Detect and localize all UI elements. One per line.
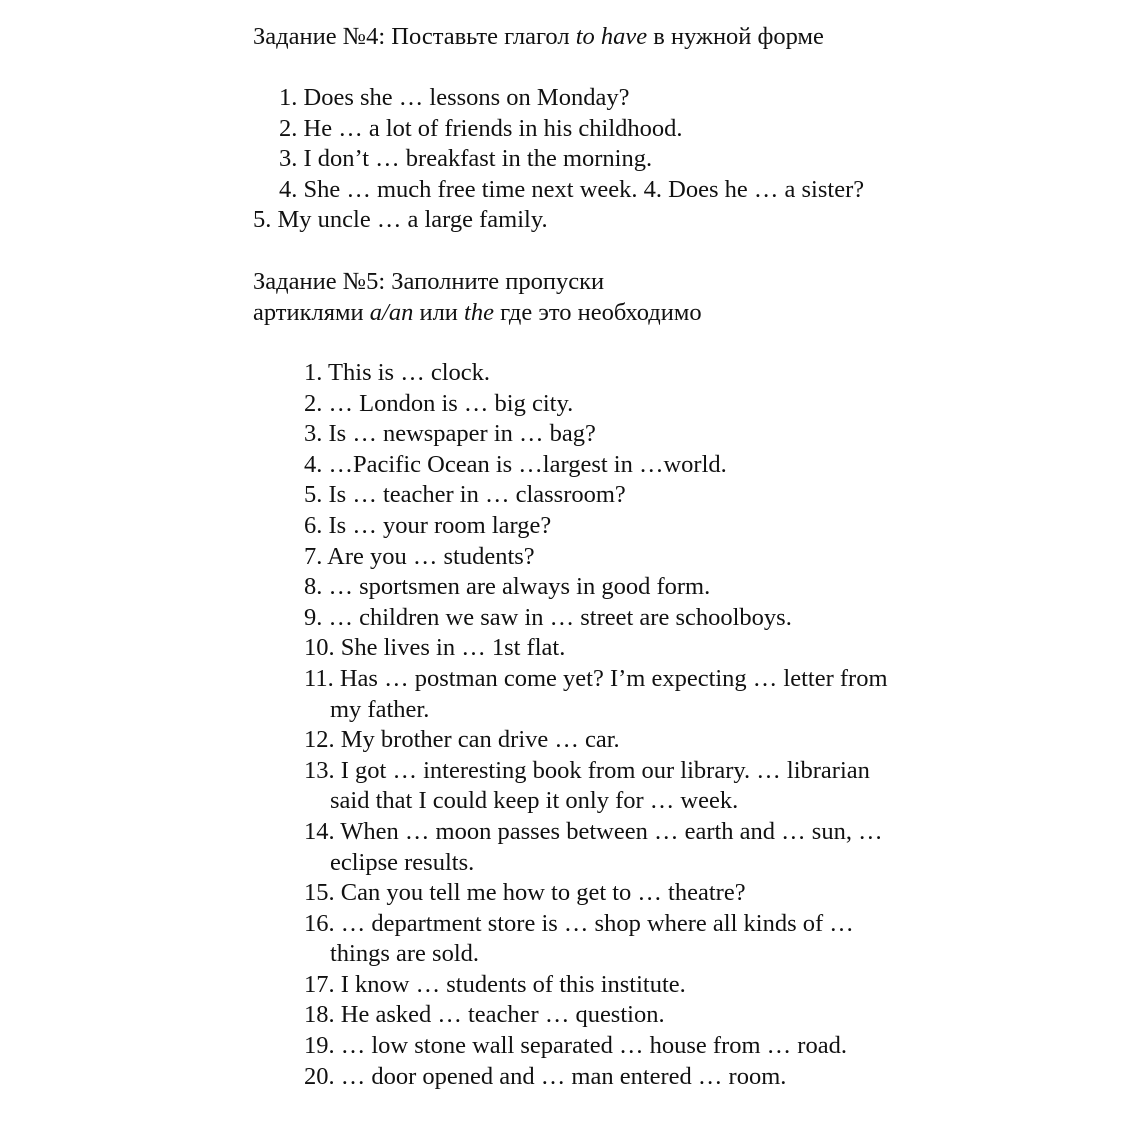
exercise-5-item: 12. My brother can drive … car. — [304, 726, 620, 754]
exercise-5-item-continuation: my father. — [330, 695, 430, 723]
exercise-4-title-prefix: Задание №4: Поставьте глагол — [253, 23, 576, 50]
exercise-5-item: 15. Can you tell me how to get to … theatre? — [304, 879, 746, 907]
exercise-5-item-continuation: eclipse results. — [330, 848, 475, 876]
exercise-4-list — [279, 83, 864, 205]
exercise-5-item: 18. He asked … teacher … question. — [304, 1001, 665, 1029]
exercise-4-title-italic: to have — [575, 23, 648, 50]
exercise-5-item: 2. … London is … big city. — [304, 389, 574, 417]
exercise-5-item: 16. … department store is … shop where all kinds of … — [304, 909, 854, 937]
exercise-5-item: 3. Is … newspaper in … bag? — [304, 420, 596, 448]
exercise-5-title-line-1: Задание №5: Заполните пропуски — [253, 268, 605, 295]
exercise-4-item: 4. She … much free time next week. 4. Does he … a sister? — [279, 175, 865, 203]
exercise-4-item: 3. I don’t … breakfast in the morning. — [279, 145, 653, 173]
exercise-5-item: 19. … low stone wall separated … house from … road. — [304, 1032, 847, 1060]
exercise-5-item: 9. … children we saw in … street are schoolboys. — [304, 603, 792, 631]
exercise-5-title-line-2 — [253, 298, 702, 329]
exercise-5-title-mid: или — [413, 298, 465, 326]
exercise-5-item: 1. This is … clock. — [304, 359, 491, 386]
exercise-4-item: 2. He … a lot of friends in his childhood. — [279, 114, 683, 142]
exercise-5-item: 17. I know … students of this institute. — [304, 970, 686, 998]
exercise-5-item: 20. … door opened and … man entered … room. — [304, 1062, 787, 1090]
exercise-5-item: 8. … sportsmen are always in good form. — [304, 573, 711, 601]
exercise-5-title-italic-the: the — [464, 298, 494, 326]
exercise-5-item: 7. Are you … students? — [304, 542, 535, 570]
exercise-5-list — [304, 358, 888, 1092]
exercise-5-title-prefix: артиклями — [253, 298, 370, 326]
exercise-5-item: 13. I got … interesting book from our library. … librarian — [304, 756, 870, 784]
exercise-5-item-continuation: said that I could keep it only for … week. — [330, 787, 739, 815]
exercise-4-title — [253, 22, 824, 53]
exercise-5-item: 14. When … moon passes between … earth and … sun, … — [304, 817, 883, 845]
exercise-5-item: 10. She lives in … 1st flat. — [304, 634, 566, 662]
exercise-5-title — [253, 267, 702, 328]
exercise-4-item: 1. Does she … lessons on Monday? — [279, 84, 630, 111]
exercise-5-item: 5. Is … teacher in … classroom? — [304, 481, 626, 509]
exercise-4-title-suffix: в нужной форме — [647, 23, 824, 50]
exercise-5-title-suffix: где это необходимо — [493, 298, 702, 326]
exercise-5-item: 6. Is … your room large? — [304, 511, 552, 539]
exercise-5-title-italic-a-an: a/an — [369, 298, 414, 326]
exercise-5-item-continuation: things are sold. — [330, 940, 480, 968]
exercise-5-item: 4. …Pacific Ocean is …largest in …world. — [304, 450, 727, 478]
exercise-5-item: 11. Has … postman come yet? I’m expecting … letter from — [304, 664, 888, 692]
exercise-4-tail-item: 5. My uncle … a large family. — [253, 206, 548, 233]
